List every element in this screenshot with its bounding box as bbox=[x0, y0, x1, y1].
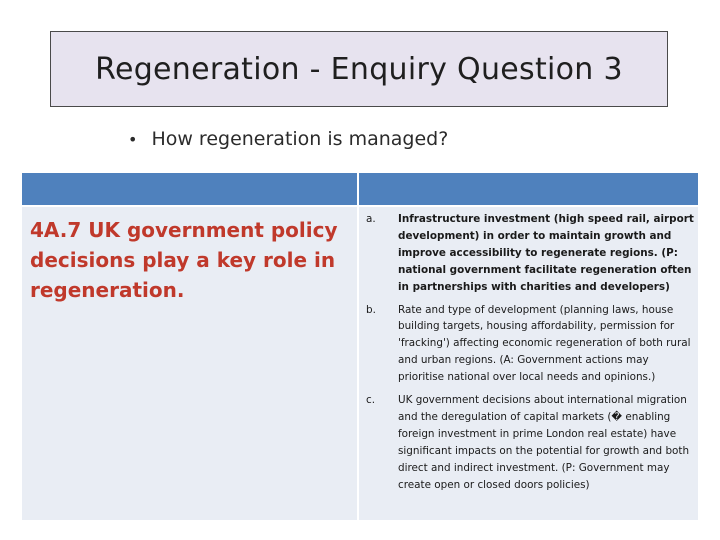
table-header-cell-1 bbox=[22, 173, 357, 205]
list-marker: a. bbox=[366, 213, 376, 225]
content-table bbox=[22, 173, 698, 520]
list-item-text: UK government decisions about international migration and the deregulation of capital markets (� enabling foreign investment in prime London real estate) have significant impacts on the potential for growth and both direct and indirect investment. (P: Government may create open or closed doors policies) bbox=[398, 394, 690, 491]
list-item bbox=[366, 392, 696, 493]
slide-title: Regeneration - Enquiry Question 3 bbox=[95, 51, 623, 87]
bullet-point bbox=[128, 128, 448, 150]
bullet-text: How regeneration is managed? bbox=[151, 128, 449, 150]
column-divider bbox=[357, 173, 359, 520]
points-list bbox=[366, 211, 696, 494]
list-item bbox=[366, 211, 696, 296]
list-item bbox=[366, 302, 696, 387]
list-marker: c. bbox=[366, 394, 376, 407]
title-box bbox=[50, 31, 668, 107]
spec-statement: 4A.7 UK government policy decisions play a key role in regeneration. bbox=[30, 218, 338, 302]
table-header-cell-2 bbox=[359, 173, 698, 205]
list-item-text: Rate and type of development (planning laws, house building targets, housing affordability, permission for 'fracking') affecting economic regeneration of both rural and urban regions. (A: Government actions may prioritise national over local needs and opinions.) bbox=[398, 303, 691, 384]
bullet-marker: • bbox=[128, 129, 138, 149]
list-item-text: Infrastructure investment (high speed rail, airport development) in order to maintain growth and improve accessibility to regenerate regions. (P: national government facilitate regeneration often in partnerships with charities and developers) bbox=[398, 213, 694, 293]
list-marker: b. bbox=[366, 303, 376, 316]
